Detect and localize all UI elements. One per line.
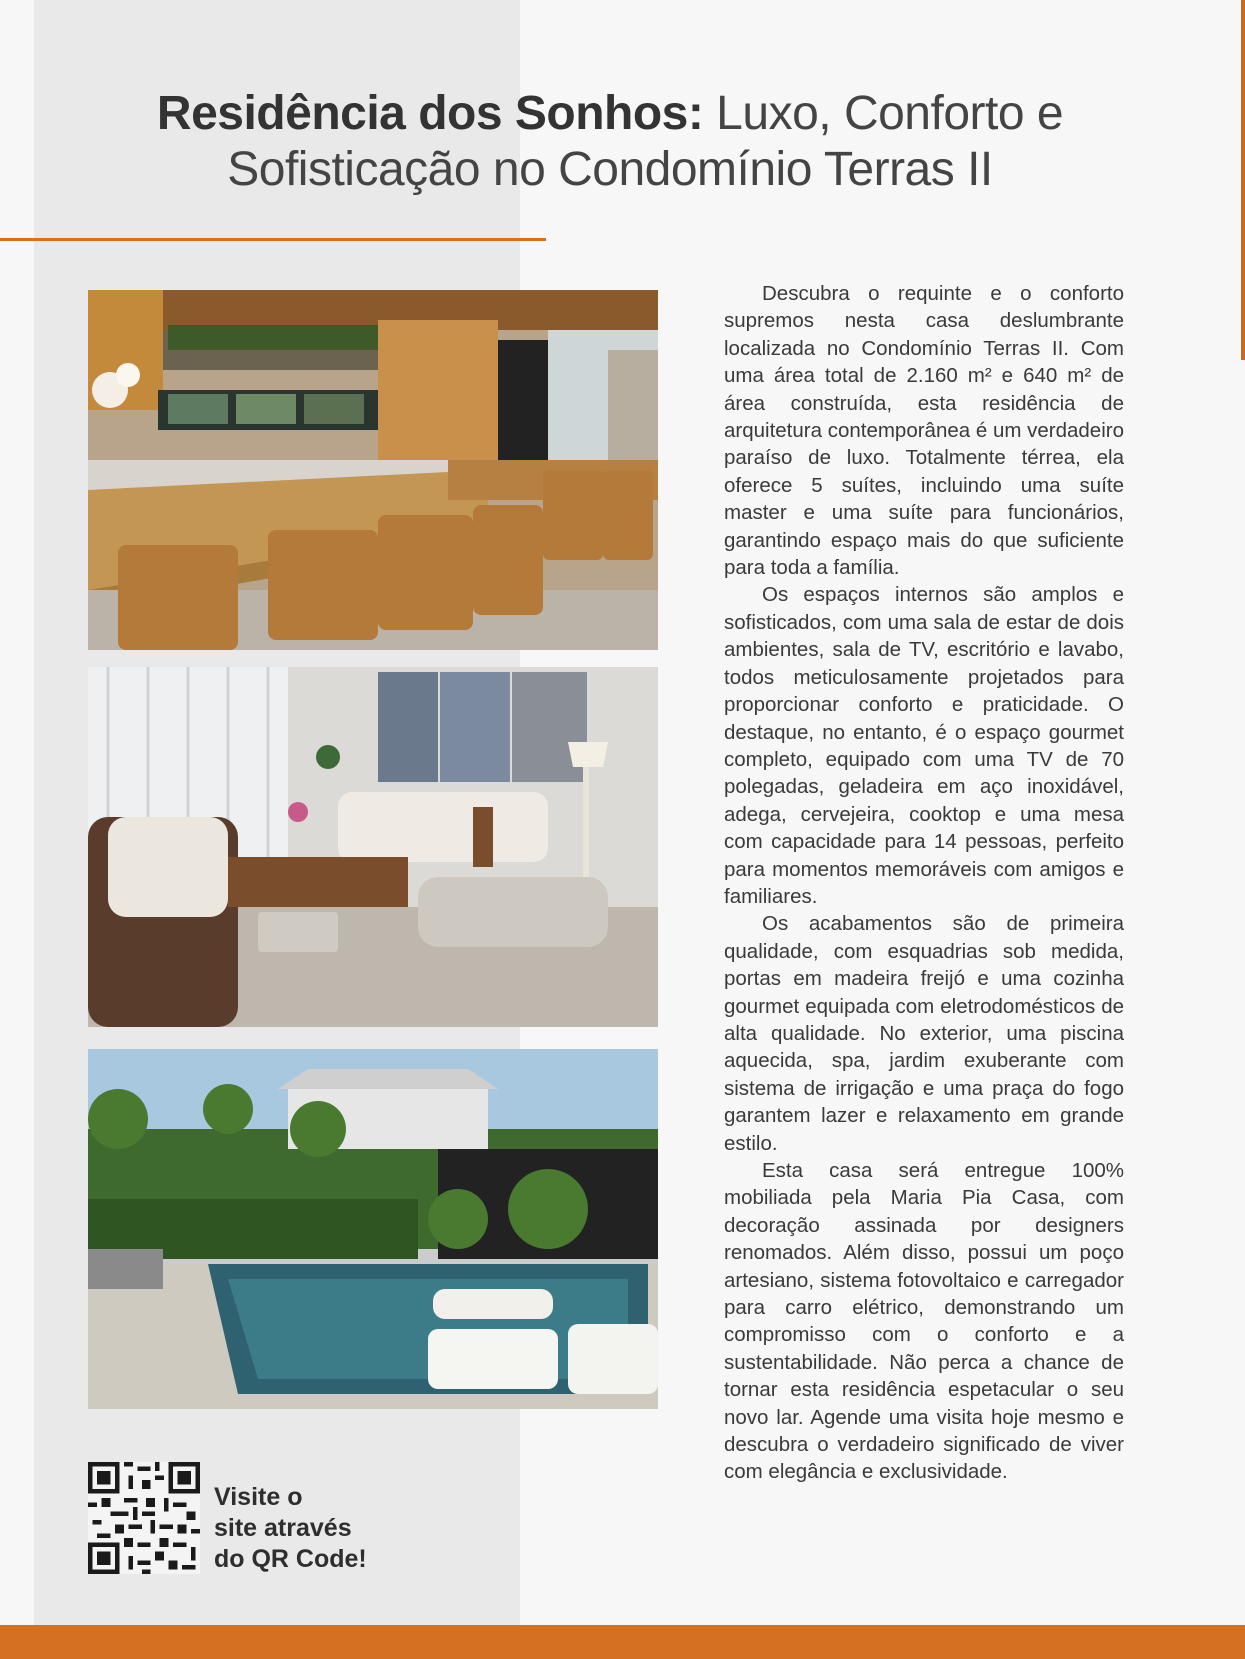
pool-garden-photo xyxy=(88,1049,658,1409)
qr-caption-line: Visite o xyxy=(214,1483,303,1511)
right-edge-accent xyxy=(1241,0,1245,360)
title-bold-part: Residência dos Sonhos: xyxy=(156,87,704,140)
kitchen-photo xyxy=(88,290,658,650)
living-room-illustration xyxy=(88,667,658,1027)
article-paragraph: Os acabamentos são de primeira qualidade, com esquadrias sob medida, portas em madeira freijó e uma cozinha gourmet equipada com eletrodomésticos de alta qualidade. No exterior, uma piscina aquecida, spa, jardim exuberante com sistema de irrigação e uma praça do fogo garantem lazer e relaxamento em grande estilo. xyxy=(724,912,1124,1155)
living-room-photo xyxy=(88,667,658,1027)
footer-accent-bar xyxy=(0,1625,1245,1659)
qr-code-icon xyxy=(88,1462,200,1574)
article-body xyxy=(724,280,1124,1486)
qr-caption xyxy=(214,1482,394,1575)
pool-illustration xyxy=(88,1049,658,1409)
kitchen-illustration xyxy=(88,290,658,650)
qr-code[interactable] xyxy=(88,1462,200,1574)
article-paragraph: Os espaços internos são amplos e sofisticados, com uma sala de estar de dois ambientes, sala de TV, escritório e lavabo, todos meticulosamente projetados para proporcionar conforto e praticidade. O destaque, no entanto, é o espaço gourmet completo, equipado com uma TV de 70 polegadas, geladeira em aço inoxidável, adega, cervejeira, cooktop e uma mesa com capacidade para 14 pessoas, perfeito para momentos memoráveis com amigos e familiares. xyxy=(724,583,1124,908)
article-paragraph: Esta casa será entregue 100% mobiliada pela Maria Pia Casa, com decoração assinada por designers renomados. Além disso, possui um poço artesiano, sistema fotovoltaico e carregador para carro elétrico, demonstrando um compromisso com o conforto e a sustentabilidade. Não perca a chance de tornar esta residência espetacular o seu novo lar. Agende uma visita hoje mesmo e descubra o verdadeiro significado de viver com elegância e exclusividade. xyxy=(724,1159,1124,1484)
title-underline xyxy=(0,238,546,241)
qr-caption-line: do QR Code! xyxy=(214,1545,367,1573)
article-paragraph: Descubra o requinte e o conforto supremos nesta casa deslumbrante localizada no Condomínio Terras II. Com uma área total de 2.160 m² e 640 m² de área construída, esta residência de arquitetura contemporânea é um verdadeiro paraíso de luxo. Totalmente térrea, ela oferece 5 suítes, incluindo uma suíte master e uma suíte para funcionários, garantindo espaço mais do que suficiente para toda a família. xyxy=(724,282,1124,580)
qr-caption-line: site através xyxy=(214,1514,352,1542)
title-second-line: Sofisticação no Condomínio Terras II xyxy=(227,143,993,196)
page-title xyxy=(60,86,1160,198)
title-light-part: Luxo, Conforto e xyxy=(703,87,1064,140)
